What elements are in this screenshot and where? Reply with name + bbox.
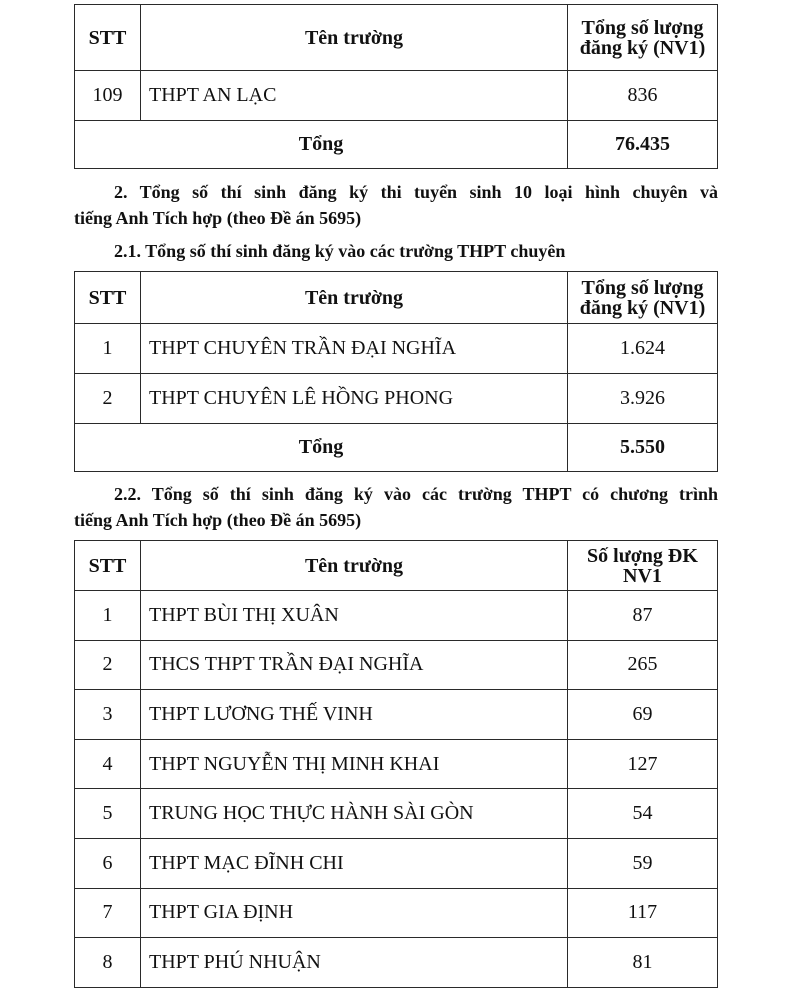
header-count-label: Số lượng ĐK NV1 [587, 544, 698, 587]
header-school-name: Tên trường [141, 272, 568, 324]
header-stt: STT [75, 5, 141, 71]
row-stt: 5 [75, 789, 141, 839]
header-stt: STT [75, 541, 141, 591]
header-school-name: Tên trường [141, 5, 568, 71]
row-school-name: THPT PHÚ NHUẬN [141, 938, 568, 988]
row-school-name: THPT AN LẠC [141, 71, 568, 121]
table-row [75, 938, 718, 988]
row-count: 69 [568, 690, 718, 740]
table-header-row [75, 5, 718, 71]
row-stt: 2 [75, 640, 141, 690]
header-count-label: Tổng số lượng đăng ký (NV1) [579, 276, 706, 319]
header-stt: STT [75, 272, 141, 324]
table-row [75, 640, 718, 690]
row-stt: 1 [75, 324, 141, 374]
row-stt: 4 [75, 739, 141, 789]
row-school-name: THPT BÙI THỊ XUÂN [141, 591, 568, 641]
total-label: Tổng [75, 121, 568, 169]
header-registration-count [568, 272, 718, 324]
table-header-row [75, 541, 718, 591]
row-school-name: THPT LƯƠNG THẾ VINH [141, 690, 568, 740]
table-row [75, 71, 718, 121]
section-2-heading-line1: 2. Tổng số thí sinh đăng ký thi tuyển sinh 10 loại hình chuyên và [114, 182, 718, 202]
row-count: 81 [568, 938, 718, 988]
row-school-name: TRUNG HỌC THỰC HÀNH SÀI GÒN [141, 789, 568, 839]
total-row [75, 121, 718, 169]
school-table-integrated-english [74, 540, 718, 988]
header-count-label: Tổng số lượng đăng ký (NV1) [579, 16, 706, 59]
table-row [75, 374, 718, 424]
header-registration-count [568, 5, 718, 71]
row-stt: 2 [75, 374, 141, 424]
header-registration-count [568, 541, 718, 591]
row-stt: 1 [75, 591, 141, 641]
section-2-2-heading [74, 481, 718, 533]
row-count: 836 [568, 71, 718, 121]
row-school-name: THPT NGUYỄN THỊ MINH KHAI [141, 739, 568, 789]
section-2-1-heading-text: 2.1. Tổng số thí sinh đăng ký vào các trường THPT chuyên [114, 241, 566, 261]
table-row [75, 690, 718, 740]
row-school-name: THCS THPT TRẦN ĐẠI NGHĨA [141, 640, 568, 690]
school-table-specialized [74, 271, 718, 472]
row-count: 54 [568, 789, 718, 839]
row-count: 59 [568, 838, 718, 888]
row-count: 265 [568, 640, 718, 690]
row-count: 117 [568, 888, 718, 938]
total-row [75, 424, 718, 472]
table-row [75, 888, 718, 938]
section-2-2-heading-line2: tiếng Anh Tích hợp (theo Đề án 5695) [74, 510, 362, 530]
row-count: 87 [568, 591, 718, 641]
row-stt: 7 [75, 888, 141, 938]
row-count: 127 [568, 739, 718, 789]
row-school-name: THPT CHUYÊN LÊ HỒNG PHONG [141, 374, 568, 424]
row-school-name: THPT MẠC ĐĨNH CHI [141, 838, 568, 888]
section-2-heading [74, 179, 718, 231]
total-label: Tổng [75, 424, 568, 472]
row-stt: 3 [75, 690, 141, 740]
table-row [75, 838, 718, 888]
row-stt: 6 [75, 838, 141, 888]
header-school-name: Tên trường [141, 541, 568, 591]
row-stt: 8 [75, 938, 141, 988]
table-header-row [75, 272, 718, 324]
total-value: 76.435 [568, 121, 718, 169]
row-school-name: THPT GIA ĐỊNH [141, 888, 568, 938]
section-2-heading-line2: tiếng Anh Tích hợp (theo Đề án 5695) [74, 208, 362, 228]
table-row [75, 591, 718, 641]
row-count: 3.926 [568, 374, 718, 424]
row-stt: 109 [75, 71, 141, 121]
section-2-2-heading-line1: 2.2. Tổng số thí sinh đăng ký vào các trường THPT có chương trình [114, 484, 718, 504]
section-2-1-heading [74, 238, 718, 264]
table-row [75, 789, 718, 839]
total-value: 5.550 [568, 424, 718, 472]
school-table-general [74, 4, 718, 169]
table-row [75, 324, 718, 374]
table-row [75, 739, 718, 789]
row-count: 1.624 [568, 324, 718, 374]
row-school-name: THPT CHUYÊN TRẦN ĐẠI NGHĨA [141, 324, 568, 374]
